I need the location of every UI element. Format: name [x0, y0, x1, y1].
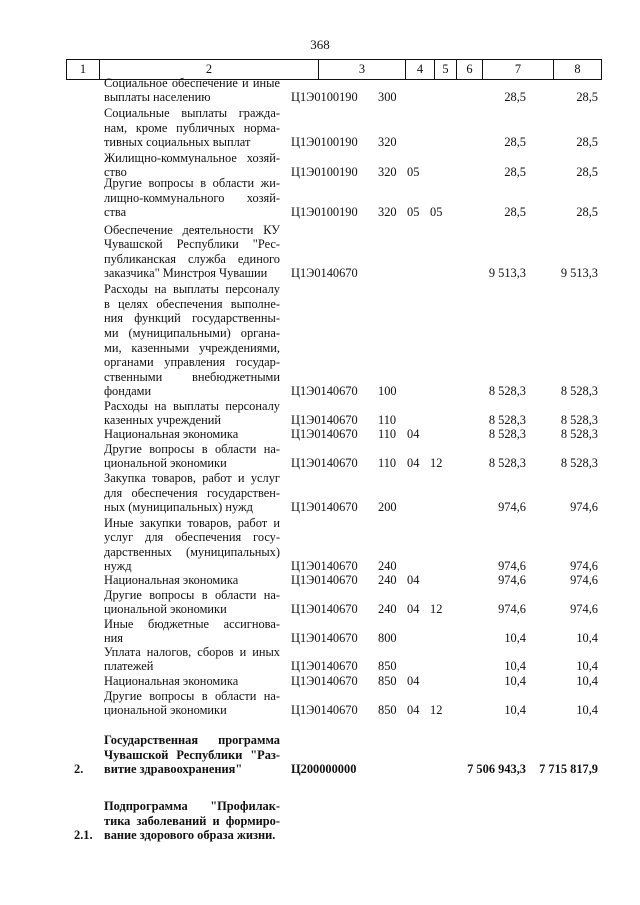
row-name-line: Иные бюджетные ассигнова- [104, 616, 280, 631]
header-col-7: 7 [483, 60, 554, 79]
row-csr-code: Ц1Э0100190 [291, 205, 358, 220]
row-value-col7: 974,6 [498, 602, 526, 617]
row-name-line: платежей [104, 659, 154, 674]
row-value-col7: 10,4 [504, 674, 526, 689]
row-name-line: дарственных (муниципальных) [104, 544, 280, 559]
table-row [0, 645, 640, 674]
row-name [104, 799, 280, 843]
row-csr-code: Ц1Э0140670 [291, 631, 358, 646]
row-name [104, 588, 280, 617]
table-row [0, 689, 640, 718]
row-value-col8: 974,6 [570, 573, 598, 588]
row-vr-code: 100 [378, 384, 397, 399]
table-row [0, 588, 640, 617]
row-value-col8: 7 715 817,9 [539, 762, 598, 777]
row-csr-code: Ц1Э0100190 [291, 90, 358, 105]
row-name-line: Государственная программа [104, 733, 280, 748]
table-row [0, 799, 640, 843]
header-col-1: 1 [67, 60, 100, 79]
row-name-line: Национальная экономика [104, 674, 239, 689]
row-value-col8: 10,4 [576, 674, 598, 689]
row-rz-code: 04 [407, 427, 420, 442]
row-vr-code: 850 [378, 659, 397, 674]
row-vr-code: 320 [378, 165, 397, 180]
row-value-col7: 28,5 [504, 90, 526, 105]
row-name-line: Жилищно-коммунальное хозяй- [104, 150, 280, 165]
row-vr-code: 850 [378, 703, 397, 718]
row-vr-code: 300 [378, 90, 397, 105]
row-name [104, 471, 280, 515]
row-vr-code: 110 [378, 413, 397, 428]
row-csr-code: Ц1Э0140670 [291, 559, 358, 574]
row-name-line: тивных социальных выплат [104, 135, 251, 150]
row-value-col7: 8 528,3 [488, 384, 526, 399]
table-row [0, 733, 640, 777]
row-name [104, 617, 280, 646]
row-value-col7: 8 528,3 [488, 413, 526, 428]
row-name-line: заказчика" Минстроя Чувашии [104, 266, 268, 281]
row-name [104, 106, 280, 150]
row-value-col7: 9 513,3 [488, 266, 526, 281]
row-csr-code: Ц1Э0140670 [291, 674, 358, 689]
row-rz-code: 05 [407, 205, 420, 220]
row-value-col8: 28,5 [576, 165, 598, 180]
table-row [0, 516, 640, 574]
row-name-line: казенных учреждений [104, 413, 221, 428]
row-name-line: Другие вопросы в области жи- [104, 176, 280, 191]
row-name-line: вание здорового образа жизни. [104, 828, 276, 843]
row-csr-code: Ц1Э0140670 [291, 413, 358, 428]
row-name-line: фондами [104, 384, 152, 399]
row-csr-code: Ц200000000 [291, 762, 357, 777]
row-name-line: Уплата налогов, сборов и иных [104, 644, 280, 659]
row-name [104, 516, 280, 574]
row-value-col7: 28,5 [504, 165, 526, 180]
row-value-col8: 10,4 [576, 703, 598, 718]
row-name-line: Иные закупки товаров, работ и [104, 515, 280, 530]
row-name-line: ния [104, 631, 123, 646]
row-name-line: Закупка товаров, работ и услуг [104, 471, 280, 486]
row-name [104, 645, 280, 674]
page-number: 368 [310, 37, 330, 52]
row-name [104, 399, 280, 428]
header-col-6: 6 [457, 60, 483, 79]
row-name-line: Расходы на выплаты персоналу [104, 398, 280, 413]
row-name [104, 689, 280, 718]
row-csr-code: Ц1Э0140670 [291, 602, 358, 617]
row-csr-code: Ц1Э0140670 [291, 427, 358, 442]
row-value-col7: 10,4 [504, 659, 526, 674]
row-value-col8: 10,4 [576, 659, 598, 674]
header-col-2: 2 [100, 60, 319, 79]
row-name-line: выплаты населению [104, 90, 211, 105]
table-row [0, 617, 640, 646]
row-value-col7: 10,4 [504, 703, 526, 718]
row-name-line: публиканская служба единого [104, 251, 280, 266]
row-csr-code: Ц1Э0140670 [291, 500, 358, 515]
row-value-col8: 974,6 [570, 500, 598, 515]
row-name-line: лищно-коммунального хозяй- [104, 190, 280, 205]
row-rz-code: 04 [407, 602, 420, 617]
row-name [104, 223, 280, 281]
row-pr-code: 05 [430, 205, 443, 220]
row-vr-code: 800 [378, 631, 397, 646]
row-value-col8: 974,6 [570, 602, 598, 617]
row-name-line: услуг для обеспечения госу- [104, 530, 280, 545]
row-name-line: Другие вопросы в области на- [104, 688, 280, 703]
row-name-line: циональной экономики [104, 456, 227, 471]
row-csr-code: Ц1Э0100190 [291, 165, 358, 180]
row-name [104, 427, 280, 442]
row-rz-code: 04 [407, 456, 420, 471]
row-name-line: ми (муниципальными) органа- [104, 326, 280, 341]
row-pr-code: 12 [430, 602, 443, 617]
table-row [0, 471, 640, 515]
row-rz-code: 05 [407, 165, 420, 180]
row-name-line: ства [104, 205, 127, 220]
row-value-col7: 28,5 [504, 205, 526, 220]
row-vr-code: 110 [378, 456, 397, 471]
row-name-line: ния функций государственны- [104, 311, 280, 326]
row-name-line: Чувашской Республики "Раз- [104, 747, 280, 762]
row-value-col8: 28,5 [576, 90, 598, 105]
row-value-col7: 7 506 943,3 [467, 762, 526, 777]
row-value-col7: 974,6 [498, 500, 526, 515]
row-name-line: Другие вопросы в области на- [104, 587, 280, 602]
row-vr-code: 200 [378, 500, 397, 515]
table-row [0, 176, 640, 220]
header-col-8: 8 [574, 62, 581, 76]
row-name [104, 76, 280, 105]
table-row [0, 427, 640, 442]
row-rz-code: 04 [407, 573, 420, 588]
row-name-line: Обеспечение деятельности КУ [104, 222, 280, 237]
row-vr-code: 240 [378, 602, 397, 617]
row-name-line: Национальная экономика [104, 427, 239, 442]
row-name-line: циональной экономики [104, 602, 227, 617]
row-name-line: тика заболеваний и формиро- [104, 813, 280, 828]
row-rz-code: 04 [407, 674, 420, 689]
row-name-line: Подпрограмма "Профилак- [104, 799, 280, 814]
row-value-col7: 28,5 [504, 135, 526, 150]
row-name-line: нам, кроме публичных норма- [104, 120, 280, 135]
row-value-col8: 9 513,3 [560, 266, 598, 281]
row-name-line: Социальное обеспечение и иные [104, 75, 280, 90]
row-name-line: ство [104, 165, 127, 180]
row-value-col7: 10,4 [504, 631, 526, 646]
row-rz-code: 04 [407, 703, 420, 718]
row-value-col7: 974,6 [498, 559, 526, 574]
row-number: 2.1. [74, 828, 93, 843]
header-col-3: 3 [319, 60, 406, 79]
row-pr-code: 12 [430, 703, 443, 718]
row-value-col8: 10,4 [576, 631, 598, 646]
table-row [0, 674, 640, 689]
row-name [104, 442, 280, 471]
table-row [0, 106, 640, 150]
table-row [0, 442, 640, 471]
row-name-line: витие здравоохранения" [104, 762, 243, 777]
row-csr-code: Ц1Э0100190 [291, 135, 358, 150]
row-value-col7: 8 528,3 [488, 456, 526, 471]
row-name-line: Чувашской Республики "Рес- [104, 237, 280, 252]
row-value-col7: 974,6 [498, 573, 526, 588]
table-row [0, 399, 640, 428]
row-name-line: циональной экономики [104, 703, 227, 718]
header-col-4: 4 [406, 60, 435, 79]
row-value-col7: 8 528,3 [488, 427, 526, 442]
row-name-line: Другие вопросы в области на- [104, 441, 280, 456]
row-number: 2. [74, 762, 84, 777]
row-name-line: ственными внебюджетными [104, 369, 280, 384]
row-name-line: нужд [104, 559, 132, 574]
row-csr-code: Ц1Э0140670 [291, 266, 358, 281]
row-vr-code: 320 [378, 135, 397, 150]
row-csr-code: Ц1Э0140670 [291, 703, 358, 718]
table-row [0, 223, 640, 281]
row-name [104, 573, 280, 588]
row-csr-code: Ц1Э0140670 [291, 456, 358, 471]
row-name [104, 176, 280, 220]
row-csr-code: Ц1Э0140670 [291, 573, 358, 588]
row-value-col8: 28,5 [576, 135, 598, 150]
row-name [104, 733, 280, 777]
row-value-col8: 8 528,3 [560, 456, 598, 471]
row-value-col8: 28,5 [576, 205, 598, 220]
row-name-line: ных (муниципальных) нужд [104, 500, 253, 515]
row-value-col8: 8 528,3 [560, 427, 598, 442]
table-row [0, 76, 640, 105]
row-csr-code: Ц1Э0140670 [291, 384, 358, 399]
row-name-line: в целях обеспечения выполне- [104, 296, 280, 311]
row-name-line: Расходы на выплаты персоналу [104, 282, 280, 297]
table-row [0, 282, 640, 399]
row-name-line: ми, казенными учреждениями, [104, 340, 280, 355]
table-row [0, 573, 640, 588]
row-name-line: Социальные выплаты гражда- [104, 106, 280, 121]
row-name [104, 282, 280, 399]
row-vr-code: 240 [378, 559, 397, 574]
row-pr-code: 12 [430, 456, 443, 471]
row-csr-code: Ц1Э0140670 [291, 659, 358, 674]
row-value-col8: 8 528,3 [560, 413, 598, 428]
row-name-line: для обеспечения государствен- [104, 485, 280, 500]
row-name [104, 674, 280, 689]
row-vr-code: 110 [378, 427, 397, 442]
row-vr-code: 240 [378, 573, 397, 588]
row-vr-code: 320 [378, 205, 397, 220]
row-value-col8: 974,6 [570, 559, 598, 574]
row-name-line: Национальная экономика [104, 573, 239, 588]
row-vr-code: 850 [378, 674, 397, 689]
header-col-5: 5 [435, 60, 457, 79]
row-value-col8: 8 528,3 [560, 384, 598, 399]
row-name-line: органами управления государ- [104, 355, 280, 370]
